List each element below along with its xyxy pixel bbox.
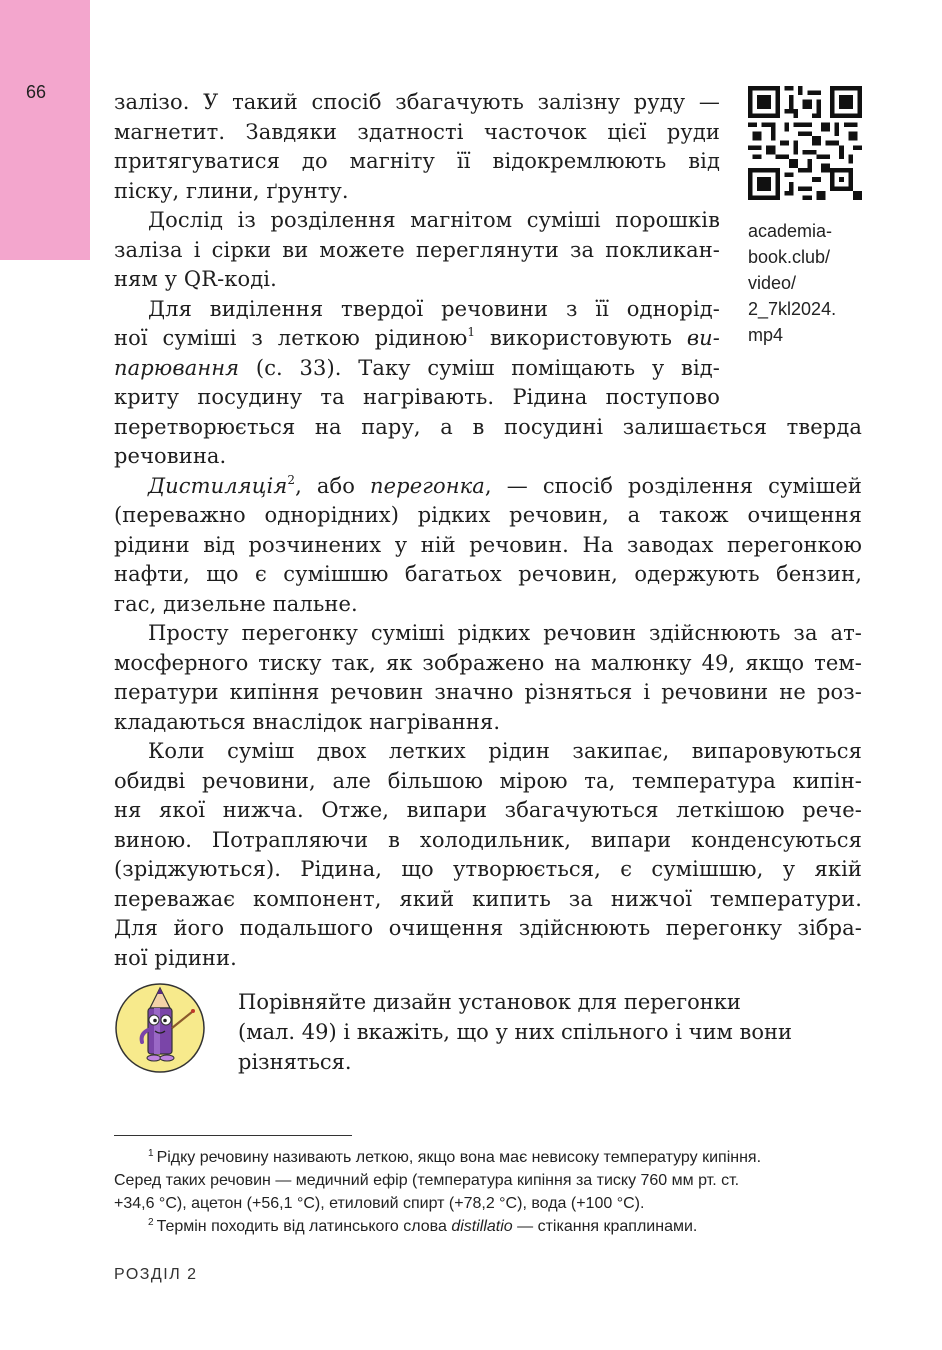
paragraph-2: Дослід із розділення магнітом суміші порошків заліза і сірки ви можете переглянути за покликан- ням у QR-коді. xyxy=(114,208,720,291)
footnote-divider xyxy=(114,1135,352,1136)
footnotes: $^1$ Рідку речовину називають леткою, якщо вона має невисоку температуру кипіння. Серед таких речовин — медичний ефір (температура кипіння за тиску 760 мм рт. ст. +34,6 °С), ацетон (+56,1 °С), етиловий спирт (+78,2 °С), вода (+100 °С). $^2$ Термін походить від латинського слова distillatio — стікання краплинами. xyxy=(114,1146,862,1238)
pencil-teacher-icon xyxy=(114,982,206,1074)
paragraph-3: Для виділення твердої речовини з її однорід- ної суміші з леткою рідиною$^1$ використовують ви- парювання (с. 33). Таку суміш поміщають у від- криту посудину та нагрівають. Рідина поступово перетворюється на пару, а в посудині залишається тверда речовина. xyxy=(114,296,862,468)
chapter-color-tab xyxy=(0,0,90,260)
paragraph-5: Просту перегонку суміші рідких речовин здійснюють за ат- мосферного тиску так, як зображено на малюнку 49, якщо тем- ператури кипіння речовин значно різняться і речовини не роз- кладаються внаслідок нагрівання. xyxy=(114,621,862,734)
qr-link[interactable]: academia- book.club/ video/ 2_7kl2024. mp4 xyxy=(748,221,837,345)
paragraph-4: Дистиляція$^2$, або перегонка, — спосіб розділення сумішей (переважно однорідних) рідких речовин, а також очищення рідини від розчинених у ній речовин. На заводах перегонкою нафти, що є сумішшю багатьох речовин, одержують бензин, гас, дизельне пальне. xyxy=(114,472,862,616)
main-text xyxy=(114,88,862,973)
paragraph-1: залізо. У такий спосіб збагачують залізну руду — магнетит. Завдяки здатності часточок цієї руди притягуватися до магніту її відокремлюють від піску, глини, ґрунту. xyxy=(114,90,720,203)
task-text: Порівняйте дизайн установок для перегонки (мал. 49) і вкажіть, що у них спільного і чим вони різняться. xyxy=(238,990,792,1074)
page-number: 66 xyxy=(26,82,47,102)
paragraph-6: Коли суміш двох летких рідин закипає, випаровуються обидві речовини, але більшою мірою та, температура кипін- ня якої нижча. Отже, випари збагачуються леткішою рече- виною. Потрапляючи в холодильник, випари конденсуються (зріджуються). Рідина, що утворюється, є сумішшю, у якій переважає компонент, який кипить за нижчої температури. Для його подальшого очищення здійснюють перегонку зібра- ної рідини. xyxy=(114,739,862,970)
section-label: РОЗДІЛ 2 xyxy=(114,1266,198,1283)
footnote-1: $^1$ Рідку речовину називають леткою, якщо вона має невисоку температуру кипіння. xyxy=(148,1148,762,1166)
footnote-2: $^2$ Термін походить від латинського слова distillatio — стікання краплинами. xyxy=(148,1217,698,1235)
